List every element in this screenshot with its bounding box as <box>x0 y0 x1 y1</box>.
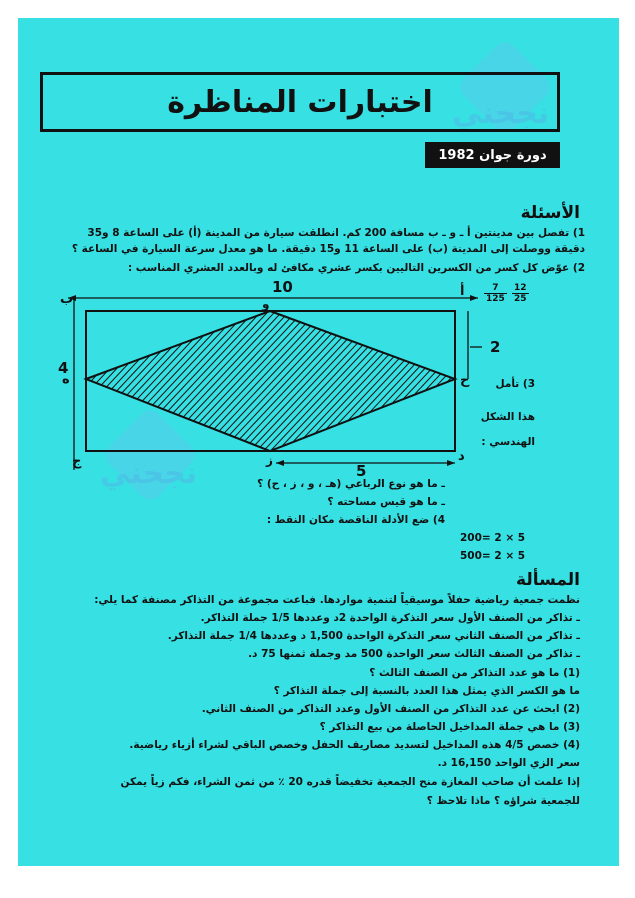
hatch-line <box>535 300 635 460</box>
hatch-line <box>24 300 174 460</box>
hatch-line <box>549 300 635 460</box>
problem-line: (4) خصص 4/5 هذه المداخيل لتسديد مصاريف الحفل وخصص الباقي لشراء أزياء رياضية. <box>129 739 580 751</box>
q1-line2: دقيقة ووصلت إلى المدينة (ب) على الساعة 11 و15 دقيقة. ما هو معدل سرعة السيارة في الساعة ؟ <box>71 243 585 255</box>
hatch-line <box>199 300 349 460</box>
hatch-line <box>556 300 635 460</box>
hatch-line <box>318 300 468 460</box>
problem-line: (3) ما هي جملة المداخيل الحاصلة من بيع التذاكر ؟ <box>319 721 580 733</box>
watermark-mid: نجحني <box>100 456 198 491</box>
problem-line: نظمت جمعية رياضية حفلاً موسيقياً لتنمية مواردها. فباعت مجموعة من التذاكر مصنفة كما يلي: <box>94 594 580 606</box>
problem-line: ـ تذاكر من الصنف الثالث سعر الواحدة 500 مد وجملة ثمنها 75 د. <box>248 648 580 660</box>
questions-heading: الأسئلة <box>520 203 580 223</box>
q4-text: 4) ضع الأدلة الناقصة مكان النقط : <box>266 514 445 526</box>
session-badge: دورة جوان 1982 <box>425 142 560 168</box>
hatch-line <box>290 300 440 460</box>
hatch-line <box>101 300 251 460</box>
hatch-line <box>528 300 635 460</box>
vertex-label-top-mid: و <box>262 297 270 311</box>
hatch-line <box>542 300 635 460</box>
vertex-label-top-right: أ <box>460 284 465 299</box>
hatch-line <box>0 300 90 460</box>
q3-a: ـ ما هو نوع الرباعي (هـ ، و ، ز ، ح) ؟ <box>257 478 445 490</box>
problem-line: للجمعية شراؤه ؟ ماذا تلاحظ ؟ <box>426 795 580 807</box>
left-dimension-label: 4 <box>58 359 69 377</box>
fraction-1-num: 12 <box>514 283 527 293</box>
hatch-line <box>311 300 461 460</box>
hatch-line <box>87 300 237 460</box>
hatch-line <box>0 300 146 460</box>
problem-line: ما هو الكسر الذي يمثل هذا العدد بالنسبة إلى جملة التذاكر ؟ <box>273 685 580 697</box>
vertex-label-bottom-right: د <box>458 449 465 464</box>
bottom-dimension-label: 5 <box>356 462 367 480</box>
hatch-line <box>521 300 635 460</box>
vertex-label-left-mid: ه <box>62 372 70 387</box>
q4-line1: 200= 2 × 5 <box>460 532 526 544</box>
watermark-top: نجحني <box>452 96 550 131</box>
hatch-line <box>0 300 118 460</box>
vertex-label-right-mid: ح <box>460 373 470 388</box>
q3-b: ـ ما هو قيس مساحته ؟ <box>327 496 445 508</box>
problem-line: إذا علمت أن صاحب المغازة منح الجمعية تخفيضاً قدره 20 ٪ من ثمن الشراء، فكم زياً يمكن <box>120 776 580 788</box>
problem-line: (1) ما هو عدد التذاكر من الصنف الثالث ؟ <box>369 667 580 679</box>
hatch-line <box>0 300 97 460</box>
hatch-line <box>31 300 181 460</box>
hatch-line <box>73 300 223 460</box>
q3-label-2: هذا الشكل <box>480 411 535 423</box>
hatch-line <box>185 300 335 460</box>
problem-heading: المسألة <box>516 570 580 590</box>
problem-line: سعر الزي الواحد 16,150 د. <box>437 757 580 769</box>
problem-line: ـ تذاكر من الصنف الثاني سعر التذكرة الواحدة 1,500 د وعددها 1/4 جملة التذاكر. <box>167 630 580 642</box>
hatch-line <box>0 300 111 460</box>
fraction-2-den: 125 <box>486 294 505 304</box>
vertex-label-bottom-left: ج <box>72 454 82 469</box>
page-title: اختبارات المناظرة <box>167 84 433 120</box>
hatch-line <box>38 300 188 460</box>
rhombus-hatching <box>0 300 635 460</box>
fraction-2-num: 7 <box>484 283 507 294</box>
hatch-line <box>206 300 356 460</box>
top-dimension-label: 10 <box>272 278 293 296</box>
q3-label-3: الهندسي : <box>481 436 535 448</box>
hatch-line <box>59 300 209 460</box>
right-dimension-label: 2 <box>490 338 501 356</box>
hatch-line <box>346 300 496 460</box>
hatch-line <box>3 300 153 460</box>
hatch-line <box>192 300 342 460</box>
hatch-line <box>94 300 244 460</box>
hatch-line <box>297 300 447 460</box>
hatch-line <box>80 300 230 460</box>
vertex-label-top-left: ب <box>60 292 74 307</box>
hatch-line <box>17 300 167 460</box>
hatch-line <box>304 300 454 460</box>
q3-label-1: 3) تأمل <box>495 378 535 390</box>
problem-line: ـ تذاكر من الصنف الأول سعر التذكرة الواحدة 2د وعددها 1/5 جملة التذاكر. <box>200 612 580 624</box>
q4-line2: 500= 2 × 5 <box>460 550 526 562</box>
problem-line: (2) ابحث عن عدد التذاكر من الصنف الأول وعدد التذاكر من الصنف الثاني. <box>201 703 580 715</box>
q1-line1: 1) تفصل بين مدينتين أ ـ و ـ ب مسافة 200 كم. انطلقت سيارة من المدينة (أ) على الساعة 8 و35 <box>87 227 585 239</box>
vertex-label-bottom-mid: ز <box>266 453 273 467</box>
q2-text: 2) عوّض كل كسر من الكسرين التاليين بكسر عشري مكافئ له وبالعدد العشري المناسب : <box>127 262 585 274</box>
fraction-1-den: 25 <box>514 294 527 304</box>
